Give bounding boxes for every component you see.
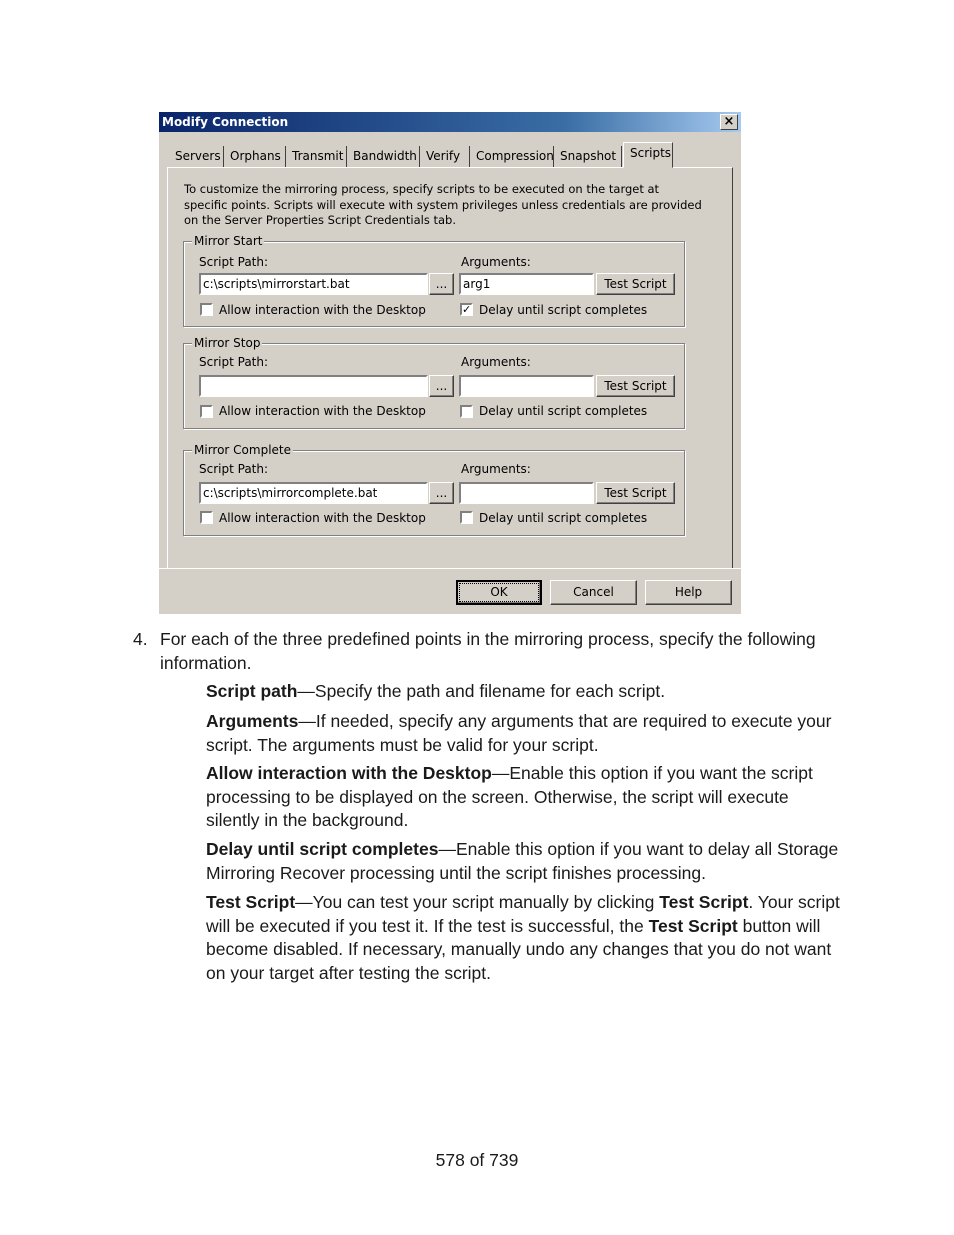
dialog-title: Modify Connection	[162, 115, 289, 129]
browse-button[interactable]: ...	[429, 273, 454, 295]
allow-interaction-label: Allow interaction with the Desktop	[219, 404, 426, 418]
arguments-label: Arguments:	[461, 255, 531, 269]
delay-label: Delay until script completes	[479, 303, 648, 317]
test-script-button[interactable]: Test Script	[596, 482, 675, 504]
browse-button[interactable]: ...	[429, 482, 454, 504]
script-path-label: Script Path:	[199, 255, 269, 269]
modify-connection-dialog	[159, 112, 741, 614]
inline-term: Test Script	[648, 915, 738, 936]
definition-body: —You can test your script manually by clicking	[295, 892, 660, 912]
script-path-input[interactable]: c:\scripts\mirrorstart.bat	[199, 273, 428, 295]
allow-interaction-label: Allow interaction with the Desktop	[219, 303, 426, 317]
tab-transmit[interactable]: Transmit	[286, 146, 347, 168]
test-script-button[interactable]: Test Script	[596, 375, 675, 397]
close-icon[interactable]: ×	[720, 114, 738, 130]
definition-allow-interaction	[206, 762, 846, 833]
group-legend: Mirror Start	[194, 234, 263, 248]
cancel-button[interactable]: Cancel	[550, 580, 637, 605]
inline-term: Test Script	[659, 892, 749, 912]
allow-interaction-checkbox[interactable]	[200, 511, 213, 524]
delay-checkbox[interactable]: ✓	[462, 303, 472, 316]
tab-verify[interactable]: Verify	[420, 146, 470, 168]
delay-checkbox[interactable]	[460, 405, 473, 418]
tab-scripts[interactable]: Scripts	[623, 142, 673, 168]
definition-term: Arguments	[206, 711, 299, 731]
script-path-label: Script Path:	[199, 462, 269, 476]
definition-script-path	[206, 680, 846, 704]
definition-body: —Specify the path and filename for each script.	[297, 681, 666, 701]
definition-term: Script path	[206, 681, 298, 701]
definition-term: Allow interaction with the Desktop	[206, 763, 492, 783]
tab-snapshot[interactable]: Snapshot	[554, 146, 622, 168]
arguments-label: Arguments:	[461, 355, 531, 369]
arguments-label: Arguments:	[461, 462, 531, 476]
arguments-input[interactable]	[459, 482, 594, 504]
allow-interaction-checkbox[interactable]	[200, 303, 213, 316]
definition-body: button will become disabled. If necessary, manually undo any changes that you do not want on your target after testing the script.	[206, 915, 832, 983]
delay-checkbox[interactable]	[460, 511, 473, 524]
step-text: For each of the three predefined points in the mirroring process, specify the following information.	[160, 629, 816, 673]
intro-text: To customize the mirroring process, specify scripts to be executed on the target at specific points. Scripts will execute with system privileges unless credentials are provided on the Server Properties Script Credentials tab.	[184, 182, 702, 227]
dialog-title-bar	[159, 112, 741, 132]
test-script-button[interactable]: Test Script	[596, 273, 675, 295]
definition-body: —Enable this option if you want the script processing to be displayed on the screen. Otherwise, the script will execute silently in the background.	[206, 763, 813, 830]
mirror-stop-group	[183, 336, 685, 429]
tab-orphans[interactable]: Orphans	[224, 146, 286, 168]
browse-button[interactable]: ...	[429, 375, 454, 397]
allow-interaction-label: Allow interaction with the Desktop	[219, 511, 426, 525]
script-path-label: Script Path:	[199, 355, 269, 369]
tab-bandwidth[interactable]: Bandwidth	[347, 146, 420, 168]
definition-body: —If needed, specify any arguments that are required to execute your script. The arguments must be valid for your script.	[206, 711, 832, 755]
allow-interaction-checkbox[interactable]	[200, 405, 213, 418]
tab-compression[interactable]: Compression	[470, 146, 554, 168]
definition-body: . Your script will be executed if you test it. If the test is successful, the	[206, 892, 840, 936]
arguments-input[interactable]	[459, 375, 594, 397]
help-button[interactable]: Help	[645, 580, 732, 605]
definition-body: —Enable this option if you want to delay all Storage Mirroring Recover processing until the script finishes processing.	[206, 839, 839, 883]
script-path-input[interactable]	[199, 375, 428, 397]
definition-term: Delay until script completes	[206, 839, 439, 859]
definition-term: Test Script	[206, 892, 296, 912]
delay-label: Delay until script completes	[479, 404, 648, 418]
dialog-button-bar	[159, 568, 741, 615]
delay-label: Delay until script completes	[479, 511, 648, 525]
mirror-complete-group	[183, 443, 685, 536]
ok-button[interactable]: OK	[456, 580, 542, 605]
tab-servers[interactable]: Servers	[169, 146, 224, 168]
group-legend: Mirror Stop	[194, 336, 261, 350]
arguments-input[interactable]: arg1	[459, 273, 594, 295]
mirror-start-group	[183, 234, 685, 327]
definition-arguments	[206, 710, 846, 757]
definition-test-script	[206, 891, 846, 985]
step-number: 4.	[133, 629, 148, 649]
script-path-input[interactable]: c:\scripts\mirrorcomplete.bat	[199, 482, 428, 504]
page-footer: 578 of 739	[435, 1150, 519, 1170]
group-legend: Mirror Complete	[194, 443, 292, 457]
definition-delay	[206, 838, 846, 885]
